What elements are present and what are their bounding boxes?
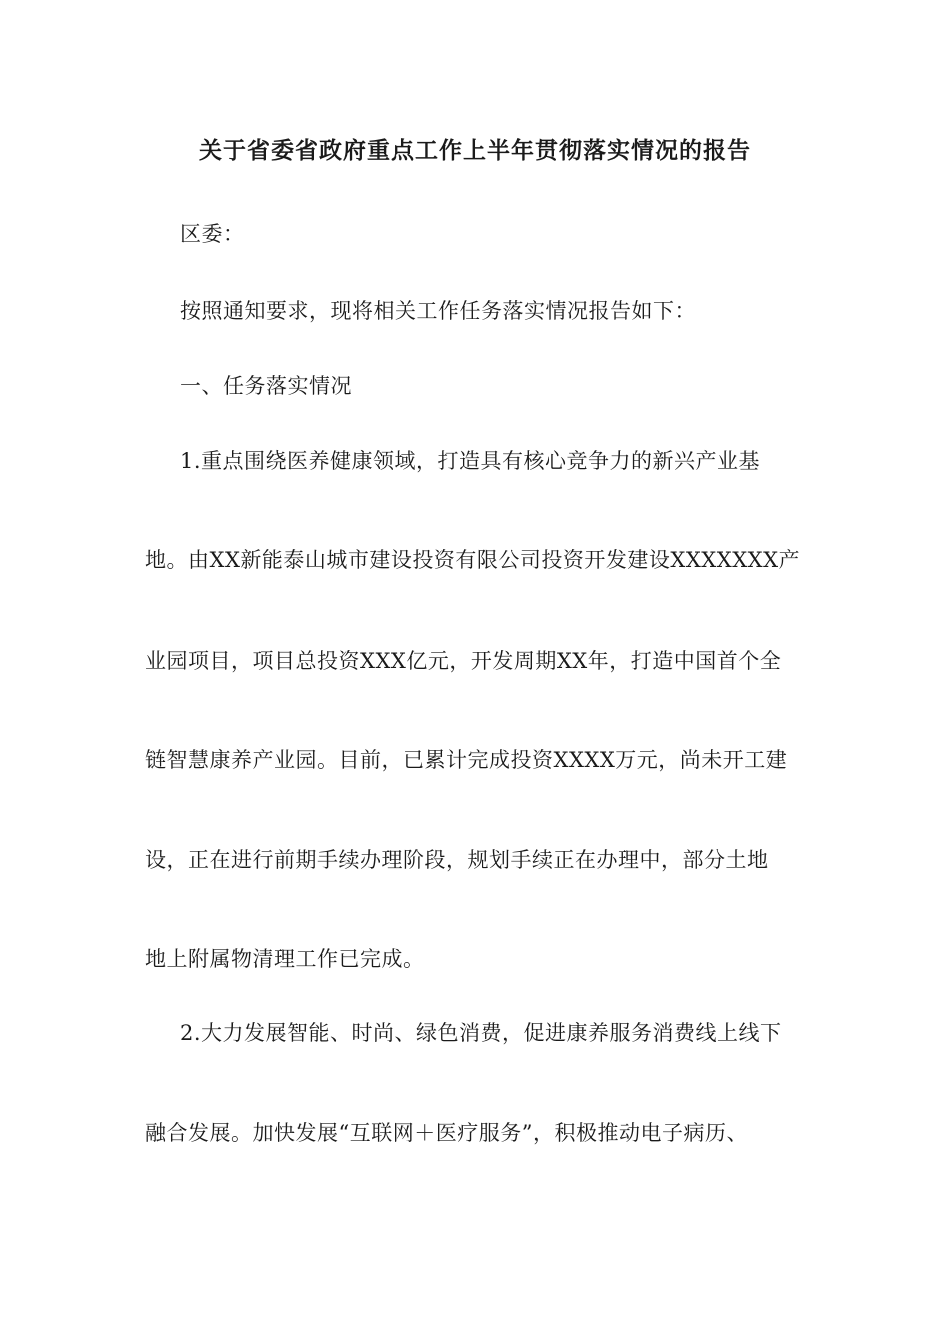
item1-line: 地上附属物清理工作已完成。	[145, 947, 425, 971]
item1-line: 1.重点围绕医养健康领域，打造具有核心竞争力的新兴产业基	[180, 449, 761, 473]
item1-line: 链智慧康养产业园。目前，已累计完成投资XXXX万元，尚未开工建	[145, 748, 788, 772]
salutation: 区委：	[180, 222, 245, 246]
item1-line: 设，正在进行前期手续办理阶段，规划手续正在办理中，部分土地	[145, 848, 769, 872]
intro-paragraph: 按照通知要求，现将相关工作任务落实情况报告如下：	[180, 299, 696, 323]
section-heading: 一、任务落实情况	[180, 374, 352, 398]
item1-line: 业园项目，项目总投资XXX亿元，开发周期XX年，打造中国首个全	[145, 649, 782, 673]
document-title: 关于省委省政府重点工作上半年贯彻落实情况的报告	[199, 137, 751, 164]
item1-line: 地。由XX新能泰山城市建设投资有限公司投资开发建设XXXXXXX产	[145, 548, 801, 572]
item2-line: 融合发展。加快发展“互联网＋医疗服务”，积极推动电子病历、	[145, 1121, 748, 1145]
item2-line: 2.大力发展智能、时尚、绿色消费，促进康养服务消费线上线下	[180, 1021, 782, 1045]
